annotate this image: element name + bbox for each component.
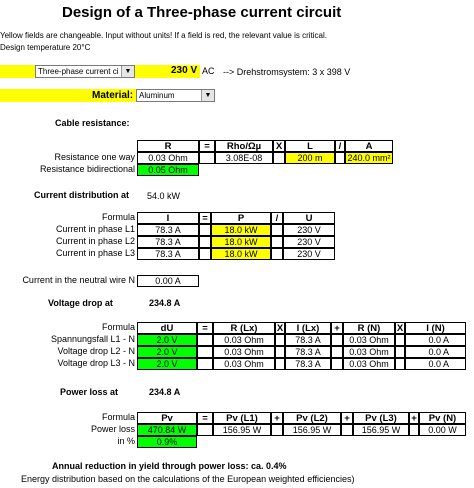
current-l3-i: 78.3 A xyxy=(137,248,199,260)
header-u: U xyxy=(283,212,335,224)
rho-value: 3.08E-08 xyxy=(215,152,273,164)
voltage-l2-rn: 0.03 Ohm xyxy=(343,346,395,358)
voltage-l1-rn: 0.03 Ohm xyxy=(343,334,395,346)
header-a: A xyxy=(345,140,393,152)
empty-cell xyxy=(275,346,285,358)
empty-cell xyxy=(199,236,211,248)
header-rlx: R (Lx) xyxy=(213,322,275,334)
header-du: dU xyxy=(137,322,197,334)
header-eq: = xyxy=(199,212,211,224)
voltage-l2-rlx: 0.03 Ohm xyxy=(213,346,275,358)
header-pv: Pv xyxy=(137,412,197,424)
header-div: / xyxy=(271,212,283,224)
empty-cell xyxy=(197,358,213,370)
voltage-l1-rlx: 0.03 Ohm xyxy=(213,334,275,346)
powerloss-formula-label: Formula xyxy=(101,412,135,422)
header-x: X xyxy=(273,140,285,152)
header-pv-l1: Pv (L1) xyxy=(213,412,271,424)
voltage-l3-ilx: 78.3 A xyxy=(285,358,331,370)
empty-cell xyxy=(331,334,343,346)
empty-cell xyxy=(331,358,343,370)
current-l1-u: 230 V xyxy=(283,224,335,236)
current-l1-label: Current in phase L1 xyxy=(55,224,135,234)
header-pv-l3: Pv (L3) xyxy=(353,412,409,424)
powerloss-l2: 156.95 W xyxy=(283,424,341,436)
material-select-value: Aluminum xyxy=(139,91,175,100)
resistance-bidirectional-value: 0.05 Ohm xyxy=(137,164,199,176)
empty-cell xyxy=(409,424,419,436)
current-l3-p-input[interactable]: 18.0 kW xyxy=(211,248,271,260)
resistance-one-way-label: Resistance one way xyxy=(54,152,135,162)
header-in: I (N) xyxy=(405,322,466,334)
voltage-drop-l2-value: 2.0 V xyxy=(137,346,197,358)
empty-cell xyxy=(395,334,405,346)
powerloss-l3: 156.95 W xyxy=(353,424,409,436)
empty-cell xyxy=(275,334,285,346)
annual-reduction: Annual reduction in yield through power loss: ca. 0.4% xyxy=(52,461,287,471)
header-pv-l2: Pv (L2) xyxy=(283,412,341,424)
current-l2-p-input[interactable]: 18.0 kW xyxy=(211,236,271,248)
powerloss-current: 234.8 A xyxy=(149,387,181,397)
header-i: I xyxy=(137,212,199,224)
voltage-drop-l3-value: 2.0 V xyxy=(137,358,197,370)
header-p: P xyxy=(211,212,271,224)
powerloss-total: 470.84 W xyxy=(137,424,197,436)
header-x: X xyxy=(276,323,284,334)
header-l: L xyxy=(285,140,335,152)
current-l3-label: Current in phase L3 xyxy=(55,248,135,258)
chevron-down-icon[interactable]: ▼ xyxy=(121,66,134,77)
page-title: Design of a Three-phase current circuit xyxy=(62,4,342,21)
powerloss-percent: 0.9% xyxy=(137,436,197,448)
empty-cell xyxy=(197,334,213,346)
current-l1-i: 78.3 A xyxy=(137,224,199,236)
header-plus: + xyxy=(341,412,353,424)
voltage-drop-l2-label: Voltage drop L2 - N xyxy=(57,346,135,356)
header-ilx: I (Lx) xyxy=(285,322,331,334)
header-plus: + xyxy=(331,322,343,334)
ac-label: AC xyxy=(202,66,215,76)
header-eq: = xyxy=(197,322,213,334)
current-l1-p-input[interactable]: 18.0 kW xyxy=(211,224,271,236)
voltage-drop-l3-label: Voltage drop L3 - N xyxy=(57,358,135,368)
current-power: 54.0 kW xyxy=(147,191,181,201)
voltage-l1-ilx: 78.3 A xyxy=(285,334,331,346)
current-formula-label: Formula xyxy=(101,212,135,222)
voltage-l1-in: 0.0 A xyxy=(405,334,466,346)
header-eq: = xyxy=(197,412,213,424)
cable-heading: Cable resistance: xyxy=(55,118,130,128)
empty-cell xyxy=(199,248,211,260)
voltage-drop-l1-label: Spannungsfall L1 - N xyxy=(50,334,135,344)
energy-distribution-note: Energy distribution based on the calculations of the European weighted efficiencies) xyxy=(21,474,355,484)
empty-cell xyxy=(335,152,345,164)
header-plus: + xyxy=(271,412,283,424)
material-select[interactable] xyxy=(136,89,215,102)
header-pv-n: Pv (N) xyxy=(419,412,466,424)
neutral-current-label: Current in the neutral wire N xyxy=(22,275,135,285)
header-eq: = xyxy=(199,140,215,152)
cross-section-input[interactable]: 240.0 mm² xyxy=(345,152,393,164)
empty-cell xyxy=(331,346,343,358)
material-label: Material: xyxy=(92,90,134,101)
voltage-heading: Voltage drop at xyxy=(48,298,113,308)
resistance-bidirectional-label: Resistance bidirectional xyxy=(39,164,135,174)
empty-cell xyxy=(341,424,353,436)
empty-cell xyxy=(199,224,211,236)
empty-cell xyxy=(395,346,405,358)
voltage-l3-in: 0.0 A xyxy=(405,358,466,370)
powerloss-n: 0.00 W xyxy=(419,424,466,436)
header-r: R xyxy=(137,140,199,152)
resistance-one-way-value: 0.03 Ohm xyxy=(137,152,199,164)
chevron-down-icon[interactable]: ▼ xyxy=(201,90,214,101)
voltage-formula-label: Formula xyxy=(101,322,135,332)
powerloss-percent-label: in % xyxy=(117,436,135,446)
current-l3-u: 230 V xyxy=(283,248,335,260)
header-div: / xyxy=(335,140,345,152)
empty-cell xyxy=(275,358,285,370)
voltage-current: 234.8 A xyxy=(149,298,181,308)
empty-cell xyxy=(199,152,215,164)
empty-cell xyxy=(271,248,283,260)
length-input[interactable]: 200 m xyxy=(285,152,335,164)
voltage-l3-rn: 0.03 Ohm xyxy=(343,358,395,370)
powerloss-label: Power loss xyxy=(90,424,135,434)
empty-cell xyxy=(197,346,213,358)
header-x: X xyxy=(396,323,404,334)
empty-cell xyxy=(271,424,283,436)
current-l2-i: 78.3 A xyxy=(137,236,199,248)
header-rho: Rho/Ωµ xyxy=(215,140,273,152)
powerloss-heading: Power loss at xyxy=(60,387,119,397)
voltage-l2-in: 0.0 A xyxy=(405,346,466,358)
empty-cell xyxy=(273,152,285,164)
system-select[interactable] xyxy=(35,65,135,78)
voltage-l2-ilx: 78.3 A xyxy=(285,346,331,358)
empty-cell xyxy=(197,424,213,436)
current-l2-u: 230 V xyxy=(283,236,335,248)
powerloss-l1: 156.95 W xyxy=(213,424,271,436)
current-l2-label: Current in phase L2 xyxy=(55,236,135,246)
current-heading: Current distribution at xyxy=(34,190,129,200)
system-select-value: Three-phase current ci xyxy=(38,67,119,76)
design-temperature: Design temperature 20°C xyxy=(0,43,91,52)
voltage-l3-rlx: 0.03 Ohm xyxy=(213,358,275,370)
voltage-drop-l1-value: 2.0 V xyxy=(137,334,197,346)
header-rn: R (N) xyxy=(343,322,395,334)
header-plus: + xyxy=(409,412,419,424)
system-voltage[interactable]: 230 V xyxy=(171,65,198,76)
intro-text: Yellow fields are changeable. Input without units! If a field is red, the relevant value is critical. xyxy=(0,31,327,40)
system-info: --> Drehstromsystem: 3 x 398 V xyxy=(223,67,351,77)
empty-cell xyxy=(271,236,283,248)
empty-cell xyxy=(271,224,283,236)
neutral-current-value: 0.00 A xyxy=(137,275,199,287)
empty-cell xyxy=(395,358,405,370)
